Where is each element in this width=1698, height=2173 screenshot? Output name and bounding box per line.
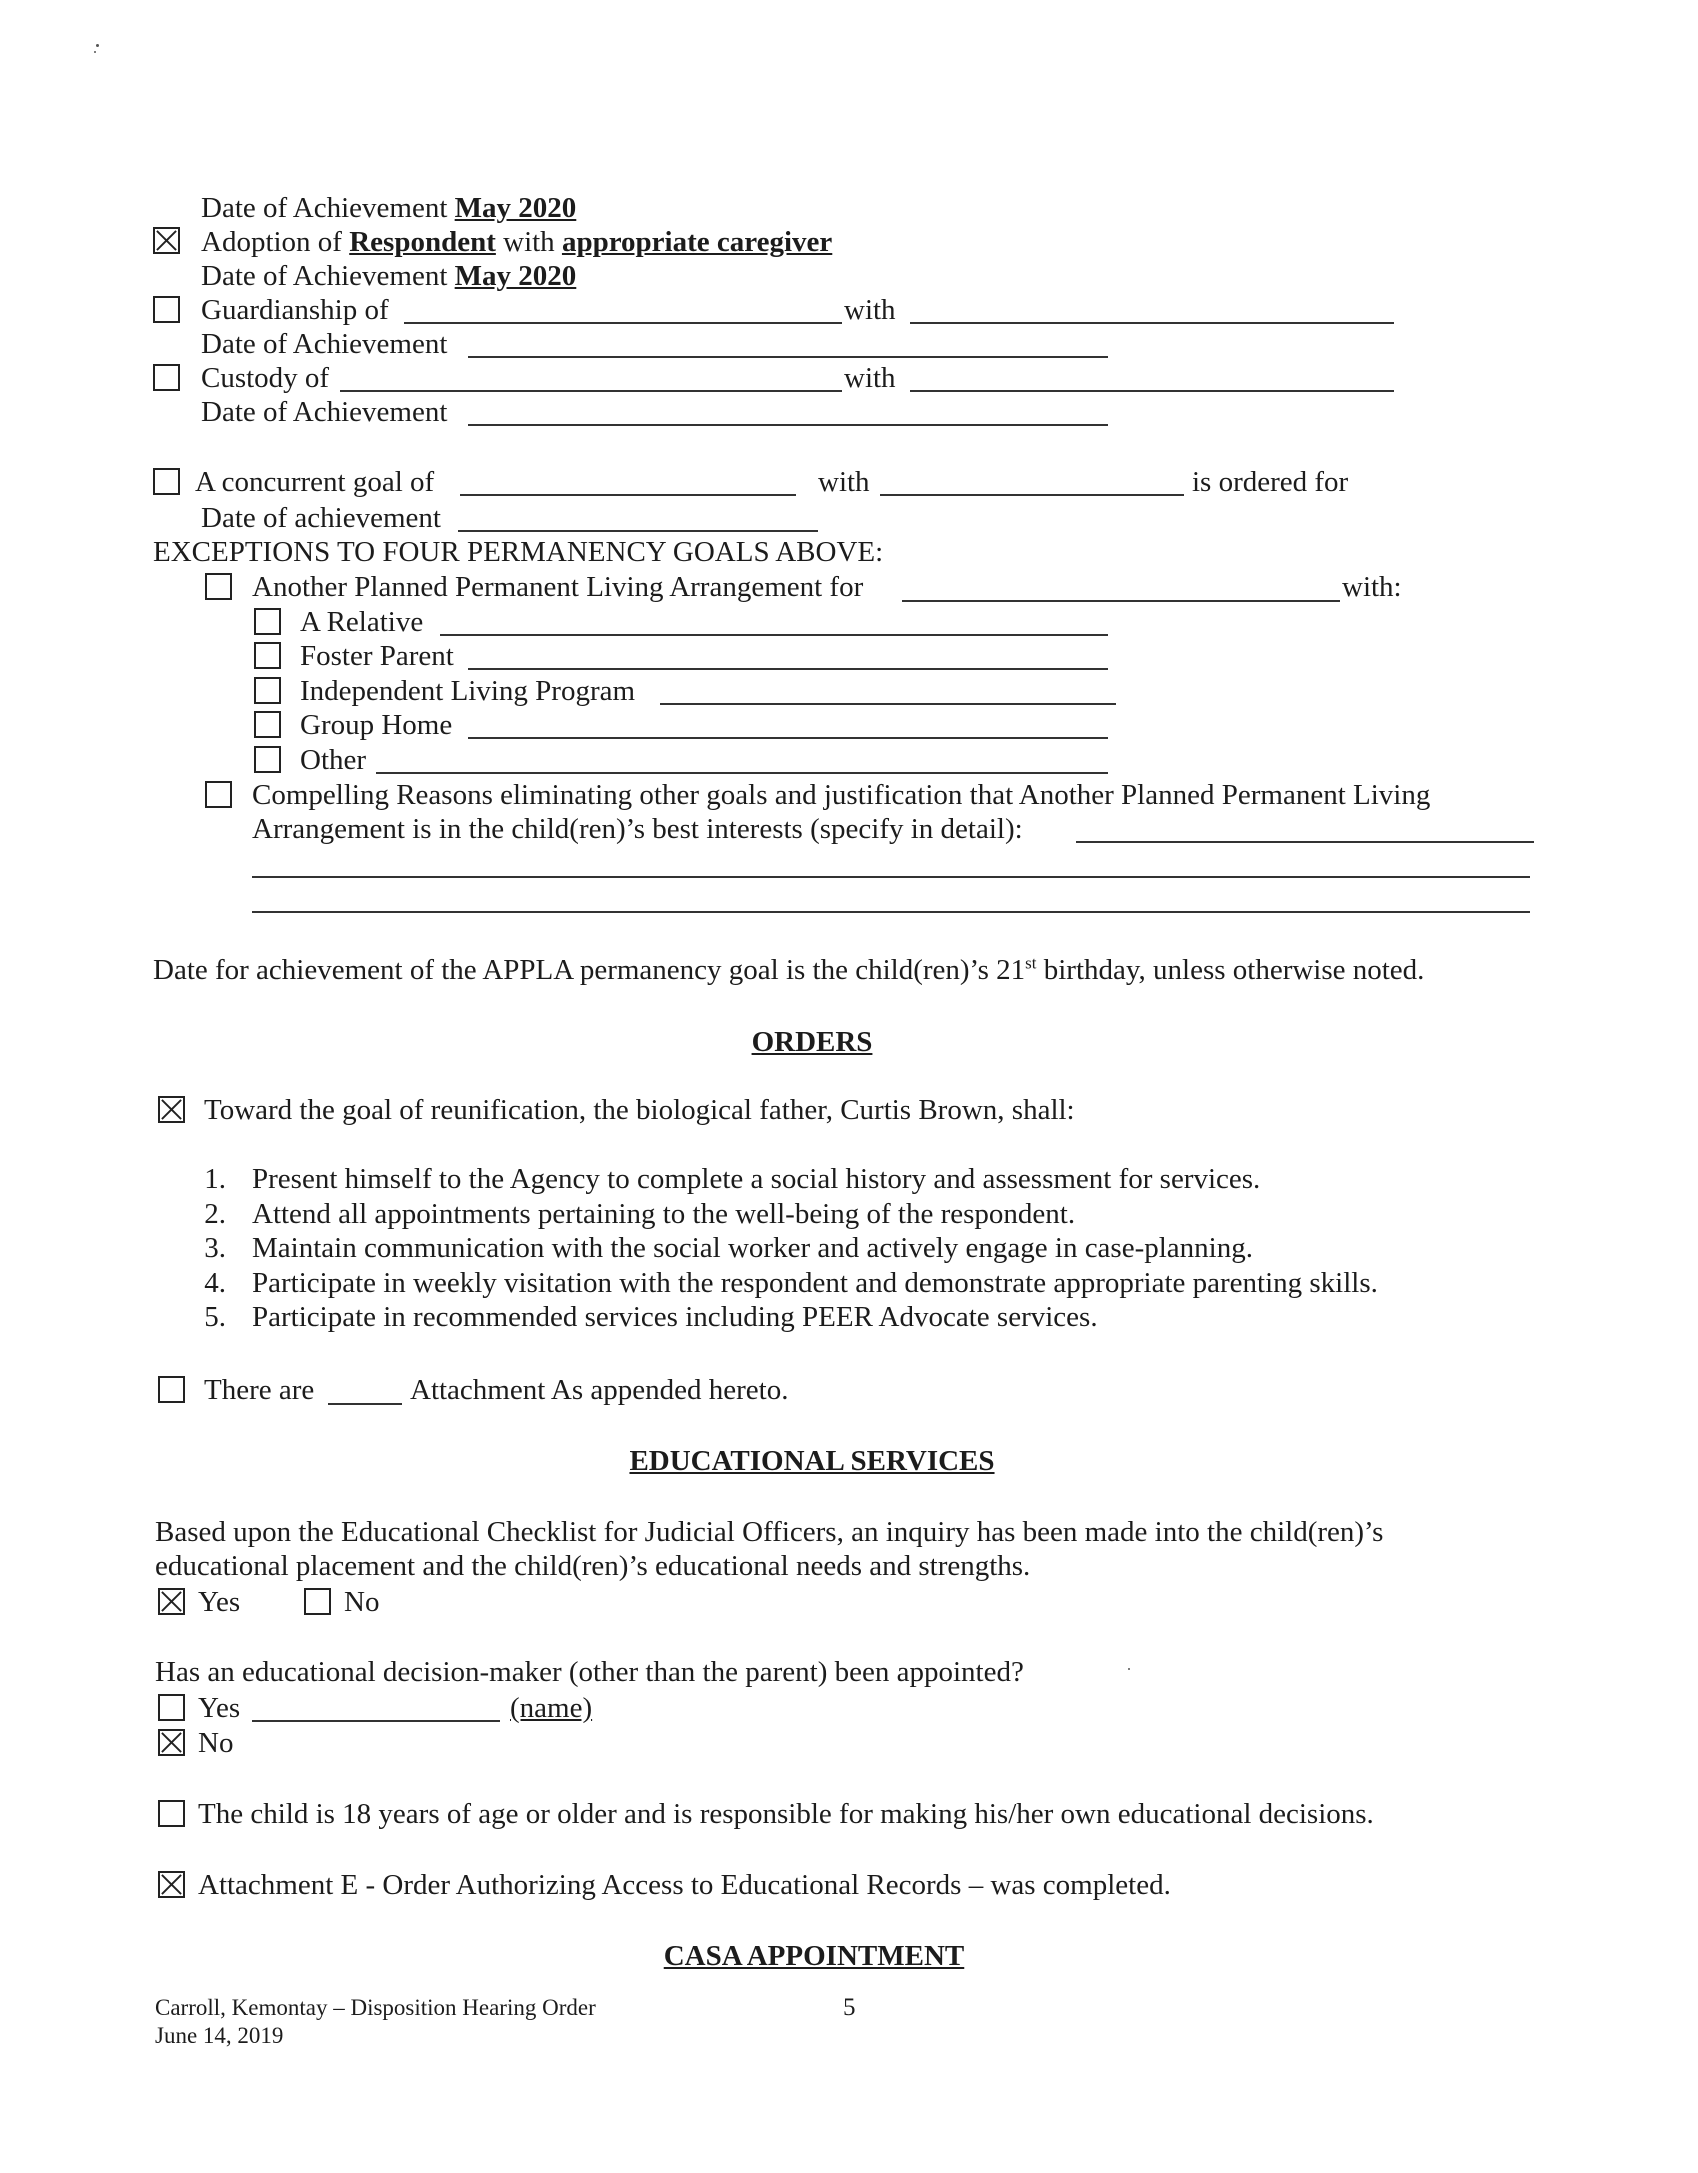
order-item-number: 5. xyxy=(204,1301,226,1333)
concurrent-doa-line[interactable] xyxy=(458,530,818,532)
edu-yes-checkbox[interactable] xyxy=(158,1588,185,1615)
guardianship-with-line[interactable] xyxy=(910,322,1394,324)
foster-parent-checkbox[interactable] xyxy=(254,642,281,669)
footer-date: June 14, 2019 xyxy=(155,2023,284,2048)
guardianship-doa-line[interactable] xyxy=(468,356,1108,358)
group-home-label: Group Home xyxy=(300,709,453,741)
compelling-detail-line[interactable] xyxy=(1076,841,1534,843)
adoption-respondent: Respondent xyxy=(349,226,496,258)
appla-checkbox[interactable] xyxy=(205,573,232,600)
custody-label: Custody of xyxy=(201,362,330,394)
relative-line[interactable] xyxy=(440,634,1108,636)
doa-row-2 xyxy=(201,260,576,292)
decision-maker-name-line[interactable] xyxy=(252,1720,500,1722)
order-item-number: 2. xyxy=(204,1197,226,1230)
custody-doa-label: Date of Achievement xyxy=(201,396,448,428)
order-item-text: Present himself to the Agency to complete a social history and assessment for services. xyxy=(252,1163,1261,1195)
group-home-checkbox[interactable] xyxy=(254,711,281,738)
custody-with-line[interactable] xyxy=(910,390,1394,392)
exceptions-heading: EXCEPTIONS TO FOUR PERMANENCY GOALS ABOVE: xyxy=(153,536,884,568)
compelling-line2: Arrangement is in the child(ren)’s best interests (specify in detail): xyxy=(252,813,1023,845)
education-para-line2: educational placement and the child(ren)’s educational needs and strengths. xyxy=(155,1550,1031,1582)
scan-speck xyxy=(96,44,99,47)
checkmark-x-icon xyxy=(160,1731,183,1754)
attachment-e-checkbox[interactable] xyxy=(158,1871,185,1898)
appla-label: Another Planned Permanent Living Arrangement for xyxy=(252,571,864,603)
decision-maker-no-checkbox[interactable] xyxy=(158,1729,185,1756)
checkmark-x-icon xyxy=(160,1590,183,1613)
independent-living-line[interactable] xyxy=(660,703,1116,705)
guardianship-name-line[interactable] xyxy=(404,322,842,324)
edu-yes-label: Yes xyxy=(198,1586,241,1618)
concurrent-doa-label: Date of achievement xyxy=(201,502,441,534)
attachments-text-b: Attachment As appended hereto. xyxy=(410,1374,789,1406)
decision-maker-name-label: (name) xyxy=(510,1692,593,1724)
appla-note-text: Date for achievement of the APPLA permanency goal is the child(ren)’s 21 xyxy=(153,954,1026,986)
edu-no-label: No xyxy=(344,1586,380,1618)
relative-label: A Relative xyxy=(300,606,424,638)
scan-speck xyxy=(94,51,96,53)
doa-value: May 2020 xyxy=(454,260,577,292)
attachments-checkbox[interactable] xyxy=(158,1376,185,1403)
compelling-checkbox[interactable] xyxy=(205,781,232,808)
custody-with: with xyxy=(844,362,896,394)
orders-heading xyxy=(0,1026,1698,1058)
relative-checkbox[interactable] xyxy=(254,608,281,635)
attachments-text-a: There are xyxy=(204,1374,315,1406)
foster-parent-line[interactable] xyxy=(468,668,1108,670)
orders-heading-text: ORDERS xyxy=(751,1026,873,1058)
page-number: 5 xyxy=(843,1994,856,2021)
adoption-label: Adoption of xyxy=(201,226,342,258)
other-checkbox[interactable] xyxy=(254,746,281,773)
adult-text: The child is 18 years of age or older and is responsible for making his/her own educational decisions. xyxy=(198,1798,1374,1830)
appla-note xyxy=(153,954,1424,986)
casa-heading xyxy=(0,1940,1698,1972)
appla-for-line[interactable] xyxy=(902,600,1340,602)
custody-doa-line[interactable] xyxy=(468,424,1108,426)
education-para-line1: Based upon the Educational Checklist for Judicial Officers, an inquiry has been made into the child(ren)’s xyxy=(155,1516,1384,1548)
decision-maker-yes-label: Yes xyxy=(198,1692,241,1724)
education-heading-text: EDUCATIONAL SERVICES xyxy=(629,1445,995,1477)
decision-maker-yes-checkbox[interactable] xyxy=(158,1694,185,1721)
concurrent-goal-line[interactable] xyxy=(460,494,796,496)
compelling-detail-line[interactable] xyxy=(252,876,1530,878)
checkmark-x-icon xyxy=(155,229,178,252)
concurrent-with: with xyxy=(818,466,870,498)
foster-parent-label: Foster Parent xyxy=(300,640,454,672)
casa-heading-text: CASA APPOINTMENT xyxy=(663,1940,965,1972)
attachments-count-line[interactable] xyxy=(328,1403,402,1405)
checkmark-x-icon xyxy=(160,1873,183,1896)
concurrent-with-line[interactable] xyxy=(880,494,1184,496)
compelling-line1: Compelling Reasons eliminating other goals and justification that Another Planned Permanent Living xyxy=(252,779,1431,811)
compelling-detail-line[interactable] xyxy=(252,911,1530,913)
adult-checkbox[interactable] xyxy=(158,1800,185,1827)
order-item-number: 3. xyxy=(204,1232,226,1264)
independent-living-label: Independent Living Program xyxy=(300,675,636,707)
scan-speck xyxy=(1128,1668,1130,1670)
concurrent-checkbox[interactable] xyxy=(153,468,180,495)
edu-no-checkbox[interactable] xyxy=(304,1588,331,1615)
adoption-with: with xyxy=(503,226,555,258)
doa-label: Date of Achievement xyxy=(201,192,448,224)
order-item-number: 4. xyxy=(204,1266,226,1299)
other-line[interactable] xyxy=(376,772,1108,774)
independent-living-checkbox[interactable] xyxy=(254,677,281,704)
custody-name-line[interactable] xyxy=(340,390,842,392)
reunification-text: Toward the goal of reunification, the biological father, Curtis Brown, shall: xyxy=(204,1094,1075,1126)
concurrent-ordered: is ordered for xyxy=(1192,466,1349,498)
education-heading xyxy=(0,1445,1698,1477)
appla-note-superscript: st xyxy=(1025,953,1037,973)
adoption-checkbox[interactable] xyxy=(153,227,180,254)
reunification-checkbox[interactable] xyxy=(158,1096,185,1123)
doa-value: May 2020 xyxy=(454,192,577,224)
guardianship-with: with xyxy=(844,294,896,326)
appla-with: with: xyxy=(1342,571,1402,603)
order-item-text: Attend all appointments pertaining to the well-being of the respondent. xyxy=(252,1197,1076,1230)
checkmark-x-icon xyxy=(160,1098,183,1121)
attachment-e-text: Attachment E - Order Authorizing Access to Educational Records – was completed. xyxy=(198,1869,1171,1901)
concurrent-label: A concurrent goal of xyxy=(195,466,435,498)
doa-label: Date of Achievement xyxy=(201,260,448,292)
custody-checkbox[interactable] xyxy=(153,364,180,391)
guardianship-checkbox[interactable] xyxy=(153,296,180,323)
adoption-caregiver: appropriate caregiver xyxy=(561,226,833,258)
order-item-text: Maintain communication with the social worker and actively engage in case-planning. xyxy=(252,1232,1253,1264)
doa-row-1 xyxy=(201,192,576,224)
guardianship-doa-label: Date of Achievement xyxy=(201,328,448,360)
footer-case-title: Carroll, Kemontay – Disposition Hearing Order xyxy=(155,1995,596,2020)
group-home-line[interactable] xyxy=(468,737,1108,739)
appla-note-text-end: birthday, unless otherwise noted. xyxy=(1036,954,1425,986)
adoption-row xyxy=(201,226,832,258)
order-item-text: Participate in weekly visitation with the respondent and demonstrate appropriate parenting skills. xyxy=(252,1266,1378,1299)
decision-maker-no-label: No xyxy=(198,1727,234,1759)
decision-maker-question: Has an educational decision-maker (other than the parent) been appointed? xyxy=(155,1656,1024,1688)
other-label: Other xyxy=(300,744,367,776)
order-item-text: Participate in recommended services including PEER Advocate services. xyxy=(252,1301,1098,1333)
order-item-number: 1. xyxy=(204,1163,226,1195)
guardianship-label: Guardianship of xyxy=(201,294,389,326)
